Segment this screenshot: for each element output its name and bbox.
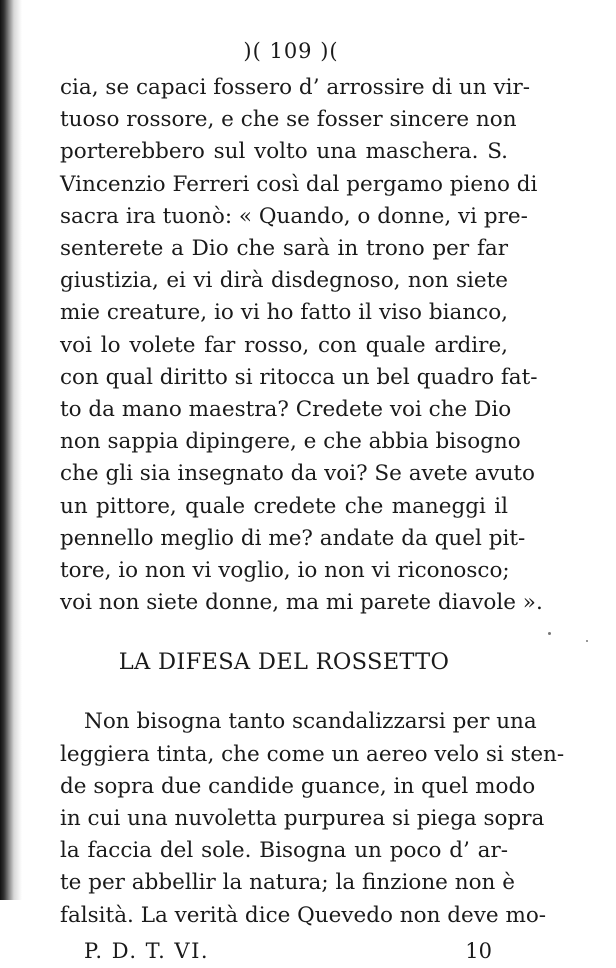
text-line: Vincenzio Ferreri così dal pergamo pieno di: [60, 171, 538, 197]
section-text: [60, 706, 565, 931]
printer-signature: [60, 934, 508, 968]
signature-number: 10: [465, 938, 492, 963]
text-line: porterebbero sul volto una maschera. S.: [60, 139, 508, 165]
text-line: falsità. La verità dice Quevedo non deve mo-: [60, 902, 547, 928]
text-line: mie creature, io vi ho fatto il viso bianco,: [60, 300, 508, 326]
speck: [586, 640, 588, 642]
text-line: la faccia del sole. Bisogna un poco d’ ar-: [60, 838, 508, 864]
text-line: to da mano maestra? Credete voi che Dio: [60, 397, 512, 423]
section-heading: LA DIFESA DEL ROSSETTO: [118, 649, 450, 676]
text-line: voi non siete donne, ma mi parete diavole ».: [60, 590, 543, 616]
text-line: te per abbellir la natura; la finzione non è: [60, 870, 515, 896]
text-line: leggiera tinta, che come un aereo velo si sten-: [60, 741, 565, 767]
text-line: giustizia, ei vi dirà disdegnoso, non siete: [60, 268, 508, 294]
book-page: [60, 36, 565, 968]
passage-text: [60, 72, 543, 619]
text-line: cia, se capaci fossero d’ arrossire di un vir-: [60, 75, 531, 100]
text-line: che gli sia insegnato da voi? Se avete avuto: [60, 461, 535, 487]
text-line: non sappia dipingere, e che abbia bisogno: [60, 429, 521, 455]
text-line: pennello meglio di me? andate da quel pit-: [60, 525, 526, 551]
page-number: )( 109 )(: [243, 39, 339, 63]
signature-mark: P. D. T. VI.: [84, 938, 210, 963]
text-line: in cui una nuvoletta purpurea si piega sopra: [60, 806, 545, 832]
text-line: Non bisogna tanto scandalizzarsi per una: [84, 709, 537, 735]
text-line: con qual diritto si ritocca un bel quadro fat-: [60, 364, 538, 390]
text-line: senterete a Dio che sarà in trono per far: [60, 236, 508, 262]
text-line: de sopra due candide guance, in quel modo: [60, 773, 536, 799]
text-line: tuoso rossore, e che se fosser sincere non: [60, 107, 517, 133]
text-line: un pittore, quale credete che maneggi il: [60, 493, 508, 519]
text-line: sacra ira tuonò: « Quando, o donne, vi pre-: [60, 203, 528, 229]
text-line: voi lo volete far rosso, con quale ardire,: [60, 332, 508, 358]
page-binding-edge: [0, 0, 22, 900]
text-line: tore, io non vi voglio, io non vi riconosco;: [60, 558, 510, 584]
speck: [548, 632, 551, 635]
